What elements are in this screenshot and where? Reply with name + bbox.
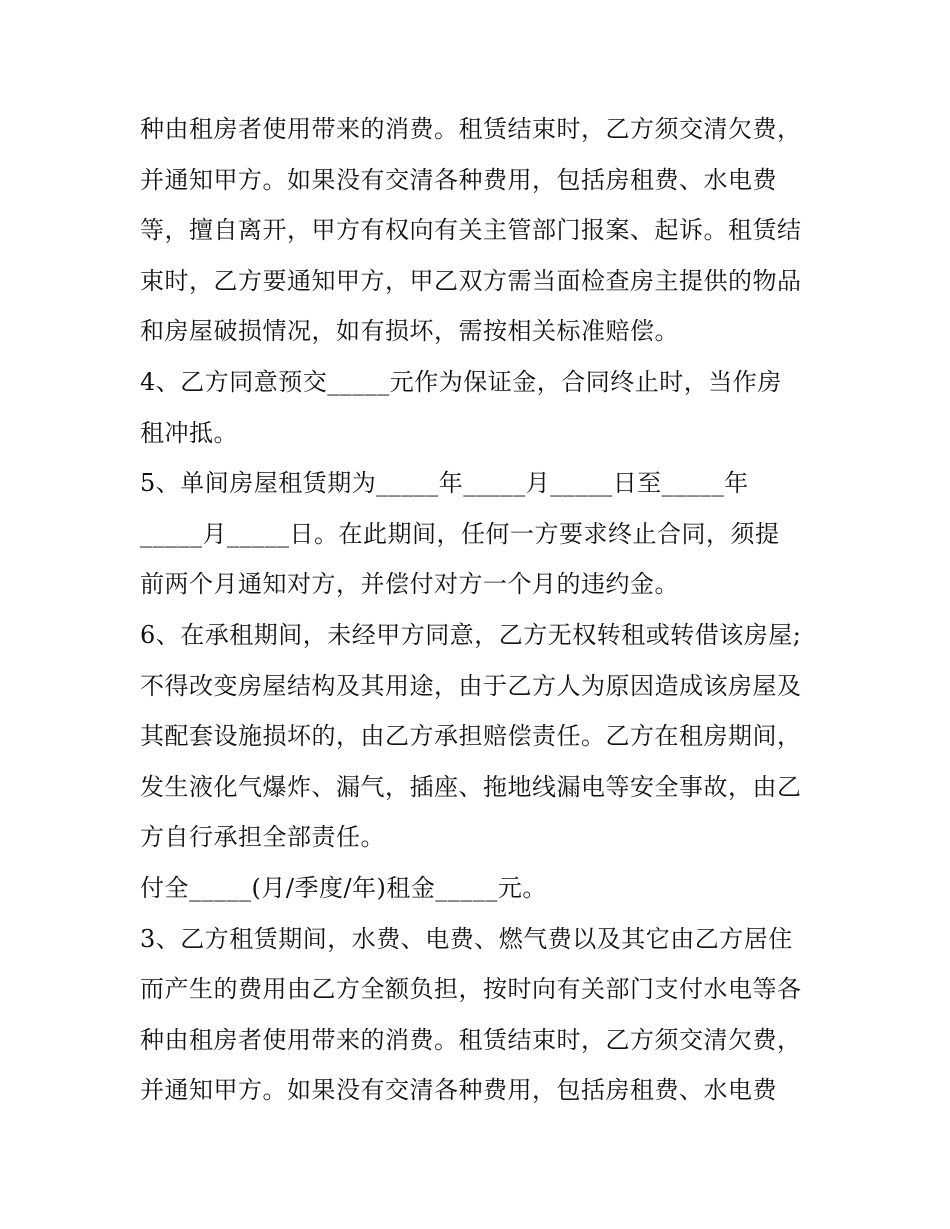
text-line: 发生液化气爆炸、漏气，插座、拖地线漏电等安全事故，由乙 [140,772,802,801]
text-line: 4、乙方同意预交_____元作为保证金，合同终止时，当作房 [140,367,782,396]
text-line: 并通知甲方。如果没有交清各种费用，包括房租费、水电费 [140,165,777,194]
text-line: 和房屋破损情况，如有损坏，需按相关标准赔偿。 [140,317,679,346]
text-line: 等，擅自离开，甲方有权向有关主管部门报案、起诉。租赁结 [140,216,802,245]
text-line: 付全_____(月/季度/年)租金_____元。 [140,873,547,902]
contract-text [140,104,820,1116]
text-line: 租冲抵。 [140,418,238,447]
text-line: 3、乙方租赁期间，水费、电费、燃气费以及其它由乙方居住 [140,924,793,953]
text-line: 6、在承租期间，未经甲方同意，乙方无权转租或转借该房屋; [140,620,802,649]
text-line: 前两个月通知对方，并偿付对方一个月的违约金。 [140,570,679,599]
text-line: 不得改变房屋结构及其用途，由于乙方人为原因造成该房屋及 [140,671,802,700]
text-line: 其配套设施损坏的，由乙方承担赔偿责任。乙方在租房期间， [140,722,802,751]
text-line: 而产生的费用由乙方全额负担，按时向有关部门支付水电等各 [140,975,802,1004]
text-line: _____月_____日。在此期间，任何一方要求终止合同，须提 [140,519,780,548]
text-line: 并通知甲方。如果没有交清各种费用，包括房租费、水电费 [140,1076,777,1105]
text-line: 方自行承担全部责任。 [140,823,385,852]
text-line: 种由租房者使用带来的消费。租赁结束时，乙方须交清欠费， [140,1025,802,1054]
text-line: 种由租房者使用带来的消费。租赁结束时，乙方须交清欠费， [140,115,802,143]
text-line: 5、单间房屋租赁期为_____年_____月_____日至_____年 [140,469,749,498]
text-line: 束时，乙方要通知甲方，甲乙双方需当面检查房主提供的物品 [140,266,802,295]
